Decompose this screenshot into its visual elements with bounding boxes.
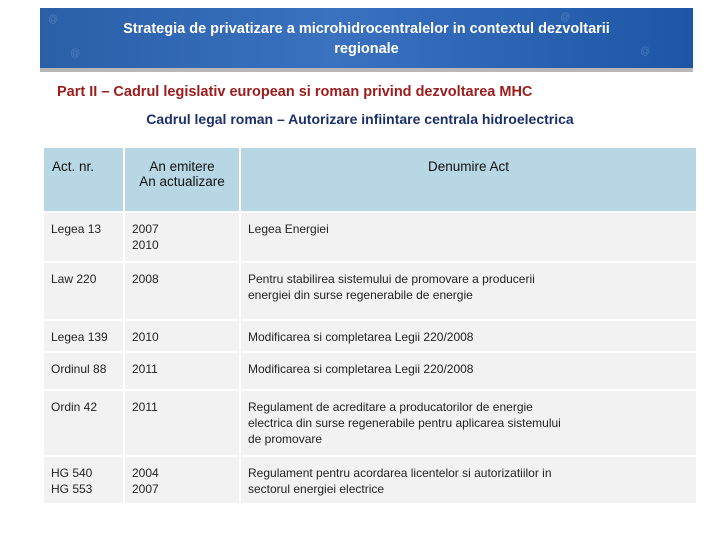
act-name-cell [239,353,696,389]
act-name-cell [239,391,696,455]
act-name-cell-line: energiei din surse regenerabile de energie [248,288,473,302]
act-name-cell-line: Modificarea si completarea Legii 220/2008 [248,362,474,376]
slide-title [40,19,693,59]
year-cell [123,321,239,351]
table-row [44,353,696,389]
section-subtitle: Cadrul legal roman – Autorizare infiintare centrala hidroelectrica [146,111,574,127]
act-number-cell-line: Legea 13 [51,222,102,236]
table-row [44,263,696,319]
acts-table [44,146,696,505]
banner-underline [40,68,693,72]
table-row [44,391,696,455]
act-number-cell-line: Legea 139 [51,330,108,344]
act-name-cell-line: de promovare [248,432,323,446]
table-row [44,457,696,503]
act-name-cell-line: Regulament de acreditare a producatorilor de energie [248,400,533,414]
year-cell-line: 2007 [132,482,159,496]
act-name-cell [239,213,696,261]
table-row [44,213,696,261]
title-banner [40,8,693,68]
year-cell-line: 2007 [132,222,159,236]
act-number-cell [44,353,123,389]
header-act-number [44,148,123,211]
year-cell-line: 2011 [132,362,158,376]
header-year-line-2: An actualizare [139,174,225,189]
slide-title-line-2: regionale [334,41,399,57]
year-cell [123,457,239,503]
act-number-cell-line: HG 553 [51,482,93,496]
header-act-label: Act. nr. [52,159,95,174]
year-cell-line: 2011 [132,400,158,414]
act-name-cell [239,457,696,503]
table-header-row [44,148,696,211]
year-cell [123,263,239,319]
banner-decoration: @ [48,14,59,25]
slide-title-line-1: Strategia de privatizare a microhidrocentralelor in contextul dezvoltarii [123,21,610,37]
header-act-name-label: Denumire Act [427,159,510,174]
act-number-cell [44,457,123,503]
act-number-cell [44,391,123,455]
act-name-cell [239,263,696,319]
banner-decoration: @ [560,12,571,23]
year-cell [123,213,239,261]
act-name-cell-line: Legea Energiei [248,222,329,236]
year-cell-line: 2010 [132,330,159,344]
year-cell [123,353,239,389]
act-number-cell-line: Ordin 42 [51,400,98,414]
part-title: Part II – Cadrul legislativ european si roman privind dezvoltarea MHC [57,84,533,100]
act-number-cell-line: HG 540 [51,466,93,480]
act-name-cell-line: Regulament pentru acordarea licentelor si autorizatiilor in [248,466,552,480]
act-name-cell-line: Modificarea si completarea Legii 220/2008 [248,330,474,344]
year-cell-line: 2010 [132,238,159,252]
act-number-cell [44,213,123,261]
act-number-cell-line: Ordinul 88 [51,362,107,376]
header-year [123,148,239,211]
banner-decoration: @ [70,48,81,59]
table-row [44,321,696,351]
act-name-cell-line: Pentru stabilirea sistemului de promovare a producerii [248,272,535,286]
year-cell [123,391,239,455]
year-cell-line: 2008 [132,272,159,286]
banner-decoration: @ [640,46,651,57]
act-name-cell-line: sectorul energiei electrice [248,482,385,496]
header-year-line-1: An emitere [149,159,215,174]
act-number-cell [44,321,123,351]
act-number-cell-line: Law 220 [51,272,97,286]
year-cell-line: 2004 [132,466,159,480]
header-act-name [239,148,696,211]
act-number-cell [44,263,123,319]
act-name-cell-line: electrica din surse regenerabile pentru aplicarea sistemului [248,416,561,430]
act-name-cell [239,321,696,351]
